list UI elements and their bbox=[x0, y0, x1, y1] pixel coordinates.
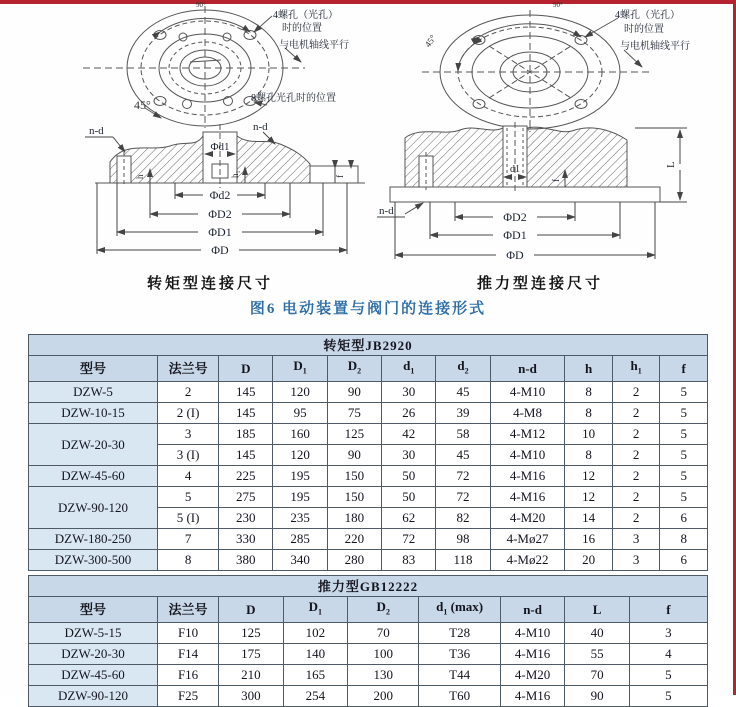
table-cell: 58 bbox=[436, 423, 490, 444]
torque-table bbox=[28, 334, 708, 571]
table-cell: 4-M20 bbox=[490, 507, 565, 528]
thrust-flange-top-view bbox=[390, 4, 690, 130]
caption-thrust-type: 推力型连接尺寸 bbox=[476, 276, 603, 292]
table-cell: 4-M16 bbox=[490, 465, 565, 486]
table-cell: 145 bbox=[219, 444, 273, 465]
table-cell: 4-M10 bbox=[500, 622, 565, 643]
table-cell: 195 bbox=[273, 486, 327, 507]
column-header: 法兰号 bbox=[158, 597, 219, 623]
model-cell: DZW-5 bbox=[29, 381, 158, 402]
table-cell: 300 bbox=[219, 685, 284, 706]
table-cell: 220 bbox=[327, 528, 381, 549]
note-4holes-line1-left: 4螺孔（光孔） bbox=[273, 10, 338, 21]
table-cell: 45 bbox=[436, 444, 490, 465]
angle-45-label-right: 45° bbox=[422, 32, 439, 50]
table-cell: 3 (I) bbox=[158, 444, 219, 465]
table-row bbox=[29, 423, 708, 444]
column-header: 型号 bbox=[29, 597, 158, 623]
table-cell: 120 bbox=[273, 444, 327, 465]
table-cell: 95 bbox=[273, 402, 327, 423]
table-cell: 5 bbox=[629, 664, 707, 685]
table-cell: 100 bbox=[348, 643, 419, 664]
table-cell: 5 bbox=[660, 465, 708, 486]
column-header: D bbox=[219, 597, 284, 623]
table-cell: 2 bbox=[612, 465, 660, 486]
table-cell: 26 bbox=[382, 402, 436, 423]
table-row bbox=[29, 549, 708, 570]
table-cell: 5 bbox=[660, 402, 708, 423]
table-cell: 98 bbox=[436, 528, 490, 549]
table-cell: 180 bbox=[327, 507, 381, 528]
table-cell: 82 bbox=[436, 507, 490, 528]
column-header: $h_1$ bbox=[612, 356, 660, 382]
column-header: f bbox=[629, 597, 707, 623]
angle-90-label-right: 90° bbox=[553, 1, 563, 9]
note-4holes-line2-left: 时的位置 bbox=[282, 23, 322, 34]
dim-d1-label: Φd1 bbox=[210, 141, 230, 153]
table-cell: 8 bbox=[660, 528, 708, 549]
column-header: L bbox=[565, 597, 630, 623]
column-header: $D_2$ bbox=[327, 356, 381, 382]
dim-d1-label: d1 bbox=[510, 164, 520, 175]
column-header: $d_1$ (max) bbox=[419, 597, 500, 623]
table-cell: 90 bbox=[327, 444, 381, 465]
table-cell: 2 bbox=[158, 381, 219, 402]
model-cell: DZW-45-60 bbox=[29, 664, 158, 685]
table-cell: 150 bbox=[327, 465, 381, 486]
table-row bbox=[29, 465, 708, 486]
dim-f-label: f bbox=[551, 179, 561, 182]
table-cell: 125 bbox=[219, 622, 284, 643]
table-row bbox=[29, 402, 708, 423]
table-cell: 75 bbox=[327, 402, 381, 423]
table-cell: 70 bbox=[348, 622, 419, 643]
table-row bbox=[29, 664, 708, 685]
dim-D-label: ΦD bbox=[506, 248, 524, 262]
table-cell: 340 bbox=[273, 549, 327, 570]
table-cell: 5 (I) bbox=[158, 507, 219, 528]
table-cell: 4 bbox=[629, 643, 707, 664]
table-cell: F16 bbox=[158, 664, 219, 685]
column-header: n-d bbox=[490, 356, 565, 382]
table-cell: 2 bbox=[612, 486, 660, 507]
table-cell: 2 bbox=[612, 423, 660, 444]
table-cell: 72 bbox=[436, 465, 490, 486]
table-cell: 5 bbox=[660, 486, 708, 507]
caption-torque-type: 转矩型连接尺寸 bbox=[146, 276, 273, 292]
table-cell: 195 bbox=[273, 465, 327, 486]
dim-D2-label: ΦD2 bbox=[503, 210, 527, 224]
table-cell: 175 bbox=[219, 643, 284, 664]
dim-nd-left-label: n-d bbox=[89, 125, 104, 137]
table-cell: 70 bbox=[565, 664, 630, 685]
table-cell: 16 bbox=[565, 528, 613, 549]
model-cell: DZW-300-500 bbox=[29, 549, 158, 570]
model-cell: DZW-10-15 bbox=[29, 402, 158, 423]
table-cell: F14 bbox=[158, 643, 219, 664]
table-cell: 125 bbox=[327, 423, 381, 444]
table-cell: 10 bbox=[565, 423, 613, 444]
model-cell: DZW-90-120 bbox=[29, 486, 158, 528]
model-cell: DZW-45-60 bbox=[29, 465, 158, 486]
table-cell: 42 bbox=[382, 423, 436, 444]
table-title: 推力型GB12222 bbox=[29, 576, 708, 597]
table-cell: T36 bbox=[419, 643, 500, 664]
table-cell: 4-M16 bbox=[500, 643, 565, 664]
table-cell: 3 bbox=[612, 549, 660, 570]
table-cell: 20 bbox=[565, 549, 613, 570]
column-header: n-d bbox=[500, 597, 565, 623]
table-cell: 4-M16 bbox=[500, 685, 565, 706]
thrust-flange-section-view bbox=[375, 122, 705, 274]
note-8holes-left: 8螺孔光孔时的位置 bbox=[251, 93, 336, 104]
table-cell: 3 bbox=[629, 622, 707, 643]
model-cell: DZW-90-120 bbox=[29, 685, 158, 706]
table-cell: 254 bbox=[283, 685, 348, 706]
table-cell: 90 bbox=[565, 685, 630, 706]
model-cell: DZW-5-15 bbox=[29, 622, 158, 643]
table-cell: 8 bbox=[565, 444, 613, 465]
table-cell: 72 bbox=[382, 528, 436, 549]
table-cell: 5 bbox=[158, 486, 219, 507]
table-cell: 4-Mø22 bbox=[490, 549, 565, 570]
table-cell: 145 bbox=[219, 381, 273, 402]
table-cell: 4-M8 bbox=[490, 402, 565, 423]
table-cell: 4-M12 bbox=[490, 423, 565, 444]
table-cell: 285 bbox=[273, 528, 327, 549]
dim-nd-label: n-d bbox=[379, 205, 394, 217]
table-cell: 90 bbox=[327, 381, 381, 402]
table-cell: 275 bbox=[219, 486, 273, 507]
table-header-row bbox=[29, 356, 708, 382]
table-cell: T60 bbox=[419, 685, 500, 706]
table-row bbox=[29, 643, 708, 664]
table-cell: 4-M10 bbox=[490, 381, 565, 402]
table-cell: 4-M16 bbox=[490, 486, 565, 507]
torque-flange-section-view bbox=[55, 122, 385, 274]
table-cell: 6 bbox=[660, 549, 708, 570]
table-cell: 145 bbox=[219, 402, 273, 423]
column-header: $d_1$ bbox=[382, 356, 436, 382]
table-cell: 165 bbox=[283, 664, 348, 685]
table-cell: 6 bbox=[660, 507, 708, 528]
dim-D-label: ΦD bbox=[211, 243, 229, 257]
table-cell: 4-M10 bbox=[490, 444, 565, 465]
column-header: 法兰号 bbox=[158, 356, 219, 382]
table-cell: 5 bbox=[660, 444, 708, 465]
note-4holes-line1-right: 4螺孔（光孔） bbox=[615, 10, 680, 21]
column-header: $D_1$ bbox=[283, 597, 348, 623]
table-cell: 4-M20 bbox=[500, 664, 565, 685]
angle-90-label-left: 90° bbox=[196, 1, 206, 9]
table-cell: 235 bbox=[273, 507, 327, 528]
column-header: $D_1$ bbox=[273, 356, 327, 382]
table-row bbox=[29, 486, 708, 507]
table-cell: 5 bbox=[660, 423, 708, 444]
table-header-row bbox=[29, 597, 708, 623]
table-cell: 130 bbox=[348, 664, 419, 685]
table-cell: 120 bbox=[273, 381, 327, 402]
table-cell: 83 bbox=[382, 549, 436, 570]
table-cell: 280 bbox=[327, 549, 381, 570]
column-header: 型号 bbox=[29, 356, 158, 382]
table-cell: 8 bbox=[565, 402, 613, 423]
dim-D1-label: ΦD1 bbox=[208, 225, 232, 239]
table-row bbox=[29, 685, 708, 706]
table-cell: 7 bbox=[158, 528, 219, 549]
column-header: $d_2$ bbox=[436, 356, 490, 382]
table-cell: 140 bbox=[283, 643, 348, 664]
thrust-table bbox=[28, 575, 708, 707]
dim-f-label: f bbox=[335, 175, 345, 178]
table-cell: 2 bbox=[612, 402, 660, 423]
table-cell: 150 bbox=[327, 486, 381, 507]
model-cell: DZW-180-250 bbox=[29, 528, 158, 549]
table-row bbox=[29, 528, 708, 549]
table-title-row bbox=[29, 335, 708, 356]
column-header: f bbox=[660, 356, 708, 382]
table-title-row bbox=[29, 576, 708, 597]
table-cell: 2 bbox=[612, 507, 660, 528]
note-4holes-line2-right: 时的位置 bbox=[624, 24, 664, 35]
table-cell: 30 bbox=[382, 381, 436, 402]
table-cell: 2 bbox=[612, 381, 660, 402]
table-cell: 200 bbox=[348, 685, 419, 706]
table-cell: 14 bbox=[565, 507, 613, 528]
table-row bbox=[29, 622, 708, 643]
model-cell: DZW-20-30 bbox=[29, 423, 158, 465]
table-cell: 12 bbox=[565, 486, 613, 507]
table-cell: 118 bbox=[436, 549, 490, 570]
column-header: $D_2$ bbox=[348, 597, 419, 623]
table-cell: 102 bbox=[283, 622, 348, 643]
dim-L-label: L bbox=[665, 161, 677, 168]
dim-h1-label: h₁ bbox=[230, 170, 240, 178]
table-cell: 4 bbox=[158, 465, 219, 486]
table-cell: 160 bbox=[273, 423, 327, 444]
table-cell: F10 bbox=[158, 622, 219, 643]
table-cell: 30 bbox=[382, 444, 436, 465]
table-cell: 230 bbox=[219, 507, 273, 528]
table-row bbox=[29, 381, 708, 402]
column-header: h bbox=[565, 356, 613, 382]
table-cell: 50 bbox=[382, 486, 436, 507]
table-cell: 225 bbox=[219, 465, 273, 486]
column-header: D bbox=[219, 356, 273, 382]
angle-45-label-left: 45° bbox=[134, 98, 151, 112]
table-cell: 2 bbox=[612, 444, 660, 465]
table-cell: 8 bbox=[158, 549, 219, 570]
table-cell: 380 bbox=[219, 549, 273, 570]
dim-D1-label: ΦD1 bbox=[503, 228, 527, 242]
table-cell: 185 bbox=[219, 423, 273, 444]
table-cell: 4-Mø27 bbox=[490, 528, 565, 549]
table-cell: 40 bbox=[565, 622, 630, 643]
table-cell: 5 bbox=[660, 381, 708, 402]
table-cell: 55 bbox=[565, 643, 630, 664]
table-cell: 210 bbox=[219, 664, 284, 685]
dim-D2-label: ΦD2 bbox=[208, 207, 232, 221]
table-cell: 330 bbox=[219, 528, 273, 549]
table-cell: 72 bbox=[436, 486, 490, 507]
table-cell: 3 bbox=[612, 528, 660, 549]
table-cell: T44 bbox=[419, 664, 500, 685]
table-cell: T28 bbox=[419, 622, 500, 643]
table-cell: 3 bbox=[158, 423, 219, 444]
table-cell: 50 bbox=[382, 465, 436, 486]
table-cell: 39 bbox=[436, 402, 490, 423]
model-cell: DZW-20-30 bbox=[29, 643, 158, 664]
table-title: 转矩型JB2920 bbox=[29, 335, 708, 356]
note-parallel-axis-left: 与电机轴线平行 bbox=[279, 40, 349, 51]
table-cell: 45 bbox=[436, 381, 490, 402]
dim-d2-label: Φd2 bbox=[209, 188, 231, 202]
table-cell: 62 bbox=[382, 507, 436, 528]
table-cell: 2 (I) bbox=[158, 402, 219, 423]
table-cell: 8 bbox=[565, 381, 613, 402]
table-cell: 5 bbox=[629, 685, 707, 706]
dim-h-label: h bbox=[135, 174, 145, 179]
table-cell: F25 bbox=[158, 685, 219, 706]
figure-caption: 图6 电动装置与阀门的连接形式 bbox=[249, 301, 487, 317]
dim-nd-right-label: n-d bbox=[253, 121, 268, 133]
table-cell: 12 bbox=[565, 465, 613, 486]
note-parallel-axis-right: 与电机轴线平行 bbox=[620, 41, 690, 52]
